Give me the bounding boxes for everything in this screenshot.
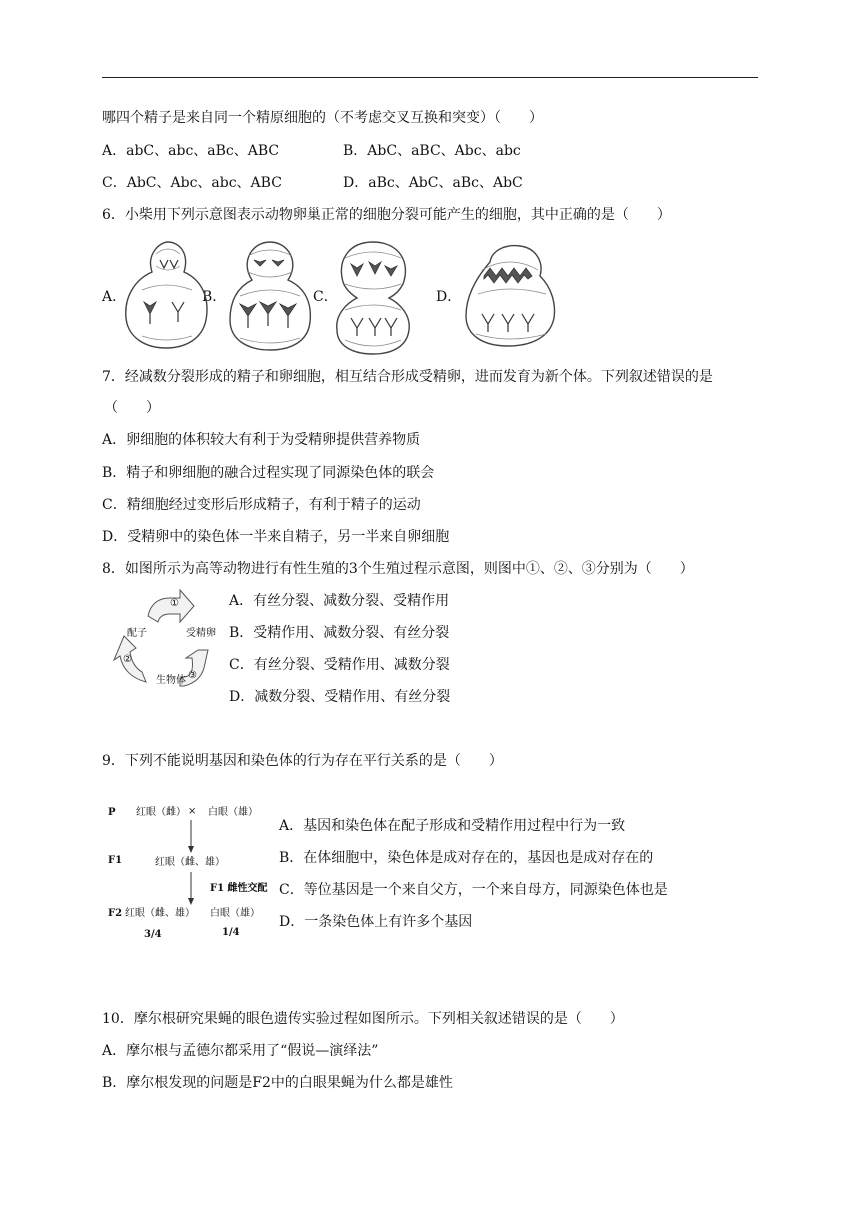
- q7-option-b: B．精子和卵细胞的融合过程实现了同源染色体的联会: [102, 465, 435, 481]
- q9-diagram-cross: ×: [188, 806, 197, 817]
- q6-cell-a-figure: [122, 240, 208, 350]
- q7-option-d: D．受精卵中的染色体一半来自精子，另一半来自卵细胞: [102, 529, 450, 545]
- q6-cell-d-figure: [462, 242, 558, 348]
- header-rule: [102, 77, 758, 78]
- q9-diagram-f1-red: 红眼（雌、雄）: [155, 857, 225, 868]
- q5-stem: 哪四个精子是来自同一个精原细胞的（不考虑交叉互换和突变）（ ）: [102, 110, 543, 126]
- q8-diagram-num-1: ①: [170, 598, 179, 609]
- q5-option-d: D．aBc、AbC、aBc、AbC: [343, 175, 523, 191]
- q5-option-a: A．abC、abc、aBc、ABC: [102, 143, 280, 159]
- q6-label-b: B．: [202, 289, 227, 305]
- q8-option-d: D．减数分裂、受精作用、有丝分裂: [229, 689, 451, 705]
- q6-label-c: C．: [313, 289, 338, 305]
- q8-option-b: B．受精作用、减数分裂、有丝分裂: [229, 625, 450, 641]
- q9-arrow-2: [186, 872, 196, 906]
- q9-stem: 9．下列不能说明基因和染色体的行为存在平行关系的是（ ）: [102, 753, 503, 769]
- q7-option-a: A．卵细胞的体积较大有利于为受精卵提供营养物质: [102, 432, 421, 448]
- q6-cell-c-figure: [333, 238, 413, 356]
- q8-diagram-num-3: ③: [188, 670, 197, 681]
- q8-diagram-zygote: 受精卵: [186, 628, 216, 639]
- q9-diagram-ratio-white: 1/4: [222, 927, 240, 938]
- q8-option-c: C．有丝分裂、受精作用、减数分裂: [229, 657, 450, 673]
- q10-option-a: A．摩尔根与孟德尔都采用了“假说—演绎法”: [102, 1043, 379, 1059]
- q9-option-c: C．等位基因是一个来自父方，一个来自母方，同源染色体也是: [279, 882, 668, 898]
- q10-stem: 10．摩尔根研究果蝇的眼色遗传实验过程如图所示。下列相关叙述错误的是（ ）: [102, 1011, 624, 1027]
- q9-diagram-ratio-red: 3/4: [144, 929, 162, 940]
- q9-diagram-f1: F1: [108, 855, 123, 866]
- q10-option-b: B．摩尔根发现的问题是F2中的白眼果蝇为什么都是雄性: [102, 1075, 453, 1091]
- q7-paren: （ ）: [104, 400, 160, 416]
- q9-diagram-f2-white: 白眼（雄）: [210, 908, 260, 919]
- q6-cell-b-figure: [226, 240, 312, 352]
- q9-option-b: B．在体细胞中，染色体是成对存在的，基因也是成对存在的: [279, 850, 654, 866]
- q8-diagram-num-2: ②: [123, 654, 132, 665]
- q5-option-b: B．AbC、aBC、Abc、abc: [343, 143, 521, 159]
- q6-label-d: D．: [436, 289, 462, 305]
- q8-diagram-organism: 生物体: [156, 675, 186, 686]
- q9-diagram-f1-mating: F1 雌性交配: [210, 883, 268, 894]
- q8-diagram-gamete: 配子: [127, 628, 147, 639]
- q7-option-c: C．精细胞经过变形后形成精子，有利于精子的运动: [102, 497, 421, 513]
- q9-arrow-1: [186, 820, 196, 854]
- q7-stem: 7．经减数分裂形成的精子和卵细胞，相互结合形成受精卵，进而发育为新个体。下列叙述错误的是: [102, 369, 713, 385]
- q5-option-c: C．AbC、Abc、abc、ABC: [102, 175, 282, 191]
- q9-diagram-red-female: 红眼（雌）: [136, 807, 186, 818]
- q8-stem: 8．如图所示为高等动物进行有性生殖的3个生殖过程示意图，则图中①、②、③分别为（ ）: [102, 561, 694, 577]
- q9-diagram-f2: F2: [108, 908, 123, 919]
- q8-option-a: A．有丝分裂、减数分裂、受精作用: [229, 593, 450, 609]
- q9-diagram-f2-red: 红眼（雌、雄）: [125, 908, 195, 919]
- q9-diagram-p: P: [108, 807, 116, 818]
- q6-label-a: A．: [102, 289, 127, 305]
- q9-option-d: D．一条染色体上有许多个基因: [279, 914, 473, 930]
- q9-diagram-white-male: 白眼（雄）: [208, 807, 258, 818]
- q6-stem: 6．小柴用下列示意图表示动物卵巢正常的细胞分裂可能产生的细胞，其中正确的是（ ）: [102, 207, 671, 223]
- q9-option-a: A．基因和染色体在配子形成和受精作用过程中行为一致: [279, 818, 626, 834]
